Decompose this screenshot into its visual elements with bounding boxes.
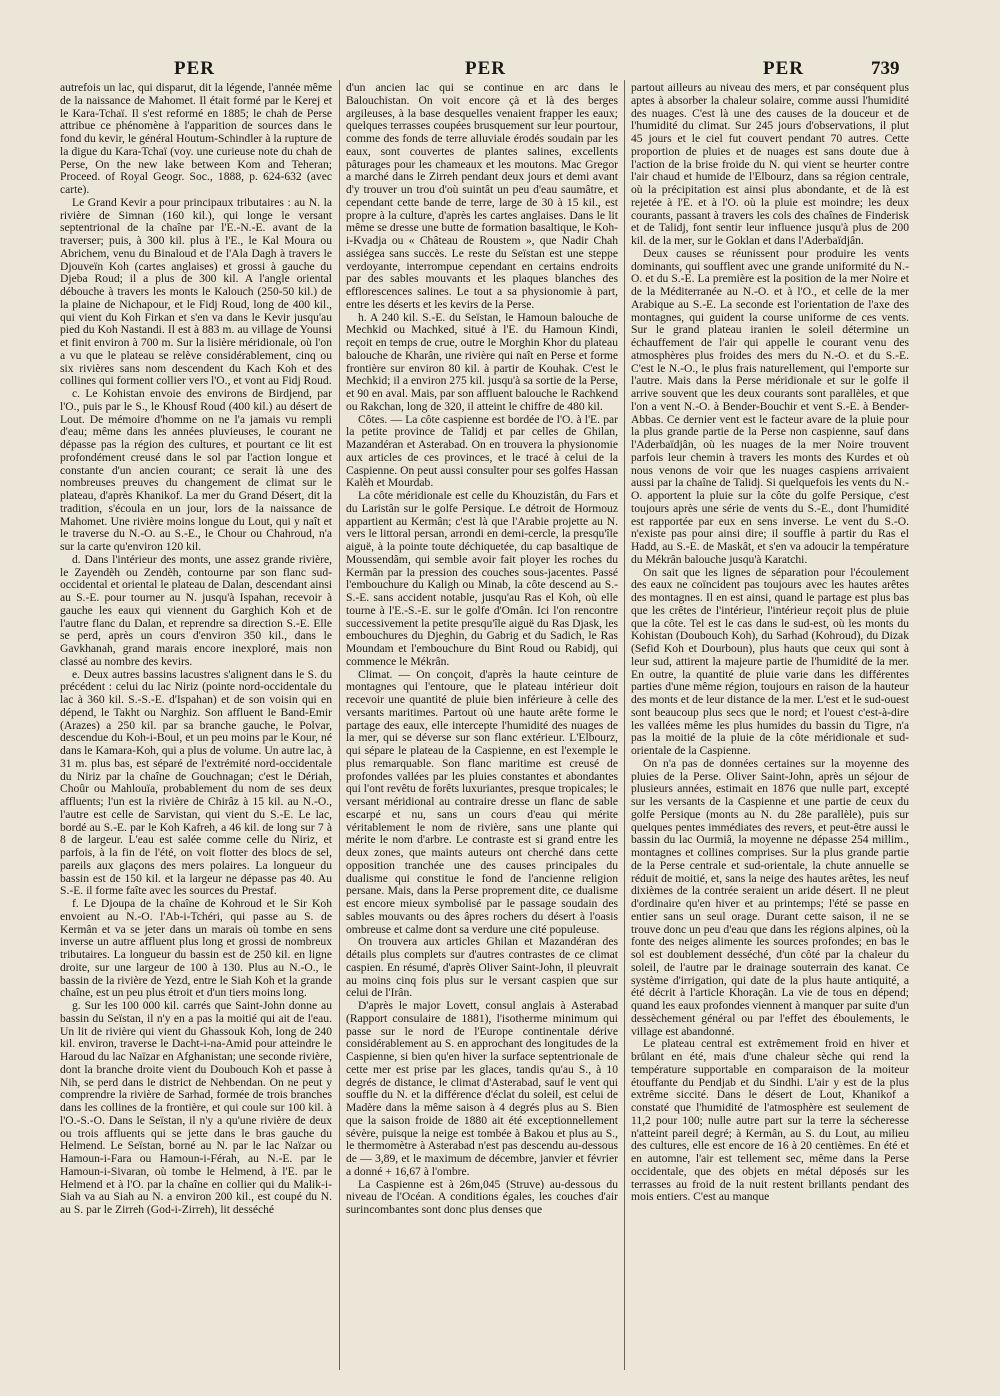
paragraph: partout ailleurs au niveau des mers, et par conséquent plus aptes à absorber la chaleur solaire, comme aussi l'humidité des nuages. C'est là une des causes de la douceur et de l'humidité du climat. Sur 245 jours d'observations, il plut 45 jours et le ciel fut couvert pendant 70 autres. Cette proportion de pluies et de nuages est sans doute due à l'action de la brise froide du N. qui vient se heurter contre l'air chaud et humide de l'Elbourz, dans sa région centrale, où la précipitation est ainsi plus abondante, et de là est rejetée à l'E. et à l'O. où la pluie est moindre; les deux courants, passant à travers les cols des chaînes de Finderisk et de Talidj, font sentir leur influence jusqu'à plus de 200 kil. de la mer, sur le Goklan et dans l'Aderbaïdjân. [631,82,909,247]
header-left-word: PER [174,58,215,79]
text-column-1 [60,82,332,1372]
paragraph: Le plateau central est extrêmement froid en hiver et brûlant en été, mais d'une chaleur sèche qui rend la température supportable en comparaison de la moiteur étouffante du Pendjab et du Sindhi. L'air y est de la plus extrême siccité. Dans le désert de Lout, Khanikof a constaté que l'humidité de l'atmosphère est seulement de 11,2 pour 100; nulle autre part sur la terre la sécheresse n'atteint pareil degré; à Kermân, au S. du Lout, au milieu des cultures, elle est encore de 16 à 20 centièmes. En été et en automne, l'air est tellement sec, même dans la Perse occidentale, que des objets en métal déposés sur les terrasses au froid de la nuit restent brillants pendant des mois entiers. C'est au manque [631,1037,909,1204]
header-right-word: PER [763,58,804,79]
paragraph: On n'a pas de données certaines sur la moyenne des pluies de la Perse. Oliver Saint-John, après un séjour de plusieurs années, estimait en 1876 que nulle part, excepté sur les versants de la Caspienne et une partie de ceux du golfe Persique (monts au N. du 28e parallèle), puis sur quelques pentes immédiates des revers, et peut-être aussi le bassin du lac Ourmiâ, la moyenne ne dépasse 254 millim., montagnes et collines comprises. Sur la plus grande partie de la Perse centrale et sud-orientale, la chute annuelle se réduit de moitié, et, sans la neige des hautes arêtes, les neuf dixièmes de la contrée seraient un aride désert. Il ne pleut d'ordinaire qu'en hiver et au printemps; l'été se passe en entier sans un seul orage. Durant cette saison, il ne se trouve donc un peu d'eau que dans les régions alpines, où la fonte des neiges alimente les sources profondes; en bas le sol est doublement desséché, d'un côté par la chaleur du soleil, de l'autre par le drainage souterrain des kanat. Ce système d'irrigation, qui date de la plus haute antiquité, a été décrit à l'article Khoraçân. La vie de tous en dépend; quand les eaux profondes viennent à manquer par suite d'un dessèchement général ou par l'effet des éboulements, le village est abandonné. [631,756,909,1038]
paragraph: d. Dans l'intérieur des monts, une assez grande rivière, le Zayendèh ou Zendèh, contourne par son flanc sud-occidental et oriental le plateau de Dalan, descendant ainsi au S.-E. pour tourner au N. jusqu'à Ispahan, recevoir à gauche les eaux qui viennent du Garghich Koh et de l'autre flanc du Dalan, et reprendre sa direction S.-E. Elle se perd, après un cours d'environ 350 kil., dans le Gavkhanah, grand marais encore inexploré, mais non classé au nombre des kevirs. [60,552,332,668]
paragraph: g. Sur les 100 000 kil. carrés que Saint-John donne au bassin du Seïstan, il n'y en a pas la moitié qui ait de l'eau. Un lit de rivière qui vient du Ghassouk Koh, long de 240 kil. environ, traverse le Dacht-i-na-Amid pour atteindre le Haroud du lac Naïzar en Afghanistan; une seconde rivière, dont la branche droite vient du Doubouch Koh et passe à Nih, se perd dans le district de Nehbendan. On ne peut y comprendre la rivière de Sarhad, formée de trois branches dans les collines de la frontière, et qui coule sur 100 kil. à l'O.-S.-O. Dans le Seïstan, il n'y a qu'une rivière de deux ou trois affluents qui se jette dans le bras gauche du Helmend. Le Seïstan, borné au N. par le lac Naïzar ou Hamoun-i-Fara ou Hamoun-i-Férah, au N.-E. par le Hamoun-i-Sivaran, où tombe le Helmend, à l'E. par le Helmend et à l'O. par la chaîne en collier qui du Malik-i-Siah va au Siah au N. a environ 200 kil., est coupé du N. au S. par le Zirreh (God-i-Zirreh), lit desséché [60,999,332,1216]
paragraph: La côte méridionale est celle du Khouzistân, du Fars et du Laristân sur le golfe Persique. Le détroit de Hormouz appartient au Kermân; c'est là que l'Arabie projette au N. vers le littoral persan, arrondi en demi-cercle, la presqu'île aiguë, à la pointe toute déchiquetée, du cap basaltique de Moussendâm, qui semble avoir fait ployer les roches du Kermân par la pression des couches sous-jacentes. Passé l'embouchure du Kaligh ou Minab, la côte descend au S.-S.-E. sans accident notable, jusqu'au Ras el Koh, où elle tourne à l'E.-S.-E. sur le golfe d'Omân. Ici l'on rencontre successivement la petite presqu'île aiguë du Ras Djask, les embouchures du Djeghin, du Gabrig et du Sadich, le Ras Moundam et l'embouchure du Bint Roud ou Rabidj, qui commence le Mékrân. [346,489,618,668]
text-column-2 [346,82,618,1372]
paragraph: Côtes. — La côte caspienne est bordée de l'O. à l'E. par la petite province de Talidj et par celles de Ghilan, Mazandéran et Asterabad. On en trouvera la physionomie aux articles de ces provinces, et le tracé à celui de la Caspienne. On peut aussi consulter pour ses golfes Hassan Kalèh et Mourdab. [346,412,618,490]
paragraph: Le Grand Kevir a pour principaux tributaires : au N. la rivière de Simnan (160 kil.), qui longe le versant septentrional de la chaîne par l'E.-N.-E. avant de la traverser; puis, à 300 kil. plus à l'E., le Kal Moura ou Abrichem, venu du Binaloud et de l'Ala Dagh à travers le Djouveïn Koh (cartes anglaises) et grossi à gauche du Djeba Roud; il a plus de 300 kil. A l'angle oriental débouche à travers les monts le Kalouch (250-50 kil.) de la plaine de Nichapour, et le Fidj Roud, long de 400 kil., qui vient du Koh Firkan et s'en va dans le Kevir jusqu'au pied du Koh Nastandi. Il est à 883 m. au village de Younsi et finit environ à 700 m. Sur la lisière méridionale, où l'on a vu que le plateau se relève considérablement, cinq ou six rivières sans nom descendent du Kach Koh et des collines qui forment collier vers l'O., et vont au Fidj Roud. [60,195,332,388]
column-divider [624,80,625,1370]
header-center-word: PER [465,58,506,79]
paragraph: Deux causes se réunissent pour produire les vents dominants, qui soufflent avec une grande uniformité du N.-O. et du S.-E. La première est la position de la mer Noire et de la Méditerranée au N.-O. et à l'O., et celle de la mer Arabique au S.-E. La seconde est l'orientation de l'axe des montagnes, qui guident la course uniforme de ces vents. Sur le grand plateau iranien le soleil détermine un échauffement de l'air qui appelle le courant venu des atmosphères plus froides des mers du N.-O. et du S.-E. C'est le N.-O., le plus frais naturellement, qui l'emporte sur l'autre. Mais dans la Perse méridionale et sur le golfe il arrive souvent que les deux courants sont parallèles, et que l'on a vent N.-O. à Bender-Bouchir et vent S.-E. à Bender-Abbas. Ce dernier vent est le facteur avare de la pluie pour la plus grande partie de la Perse non caspienne, sauf dans l'Aderbaïdjân, où les nuages de la mer Noire trouvent parfois leur chemin à travers les monts des Kurdes et où nous venons de voir que les nuages caspiens arrivaient aussi par la chaîne de Talidj. Si quelquefois les vents du N.-O. apportent la pluie sur la côte du golfe Persique, c'est toujours après une série de vents du S.-E., dont l'humidité est rapportée par eux en sens inverse. Le vent du S.-O. n'existe pas pour ainsi dire; il souffle à partir du Ras el Hadd, au S.-E. de Maskât, et s'en va adoucir la température du Mékrân balouche jusqu'à Karatchi. [631,246,909,566]
paragraph: c. Le Kohistan envoie des environs de Birdjend, par l'O., puis par le S., le Khousf Roud (400 kil.) au désert de Lout. De mémoire d'homme on ne l'a jamais vu rempli d'eau; même dans les années pluvieuses, le courant ne dépasse pas la région des cultures, et pourtant ce lit est profondément creusé dans le sol par l'action longue et constante d'un ancien courant; ce serait là une des nombreuses preuves du changement de climat sur le plateau, d'après Khanikof. La mer du Grand Désert, dit la tradition, s'écoula en un jour, lors de la naissance de Mahomet. Une rivière moins longue du Lout, qui y naît et le traverse du N.-O. au S.-E., le Chour ou Chahroud, n'a sur la carte qu'environ 120 kil. [60,387,332,553]
paragraph: On trouvera aux articles Ghilan et Mazandéran des détails plus complets sur d'autres contrastes de ce climat caspien. En résumé, d'après Oliver Saint-John, il pleuvrait au moins cinq fois plus sur le versant caspien que sur celui de l'Irân. [346,935,618,1000]
paragraph: d'un ancien lac qui se continue en arc dans le Balouchistan. On voit encore çà et là des berges argileuses, à la base desquelles venaient frapper les eaux; quelques terrasses coupées brusquement sur leur pourtour, comme des fonds de terre alluviale érodés soudain par les eaux, sont couvertes de plantes salines, excellents pâturages pour les chameaux et les moutons. Mac Gregor a marché dans le Zirreh pendant deux jours et demi avant d'y trouver un trou d'où suintât un peu d'eau saumâtre, et cependant cette bande de terre, large de 30 à 15 kil., est propre à la culture, d'après les cartes anglaises. Dans le lit même se dresse une butte de formation basaltique, le Koh-i-Kvadja ou « Château de Roustem », que Nadir Chah assiégea sans succès. Le reste du Seïstan est une steppe verdoyante, interrompue cependant en certains endroits par des sables mouvants et les plaques blanches des efflorescences salines. Le tout a sa physionomie à part, entre les déserts et les kevirs de la Perse. [346,82,618,311]
paragraph: La Caspienne est à 26m,045 (Struve) au-dessous du niveau de l'Océan. A conditions égales, les couches d'air surincombantes sont donc plus denses que [346,1177,618,1216]
paragraph: Climat. — On conçoit, d'après la haute ceinture de montagnes qui l'entoure, que le plateau intérieur doit recevoir une quantité de pluie bien inférieure à celle des versants maritimes. Partout où une haute arête forme le partage des eaux, elle intercepte l'humidité des nuages de la mer, qui se déverse sur son flanc extérieur. L'Elbourz, qui sépare le plateau de la Caspienne, en est l'exemple le plus remarquable. Son flanc maritime est creusé de profondes vallées par les pluies constantes et abondantes qui l'ont revêtu de forêts luxuriantes, presque tropicales; le versant méridional au contraire dresse un flanc de sable escarpé et nu, sans un cours d'eau qui mérite véritablement le nom de rivière, sans une plante qui mérite le nom d'arbre. Le contraste est si grand entre les deux zones, que maints auteurs ont cherché dans cette opposition tranchée une des causes principales du dualisme qui constitue le fond de l'ancienne religion persane. Mais, dans la Perse proprement dite, ce dualisme est encore mieux symbolisé par le passage soudain des sables mouvants ou des âpres rochers du désert à l'oasis ombreuse et calme dont sa verdure une cité populeuse. [346,667,618,936]
paragraph: f. Le Djoupa de la chaîne de Kohroud et le Sir Koh envoient au N.-O. l'Ab-i-Tchéri, qui passe au S. de Kermân et va se jeter dans un marais où tombe en sens inverse un autre affluent plus long et grossi de nombreux tributaires. La longueur du bassin est de 250 kil. en ligne droite, sur une largeur de 100 à 130. Plus au N.-O., le bassin de la rivière de Yezd, entre le Siah Koh et la grande chaîne, est un peu plus étroit et d'un tiers moins long. [60,897,332,1000]
paragraph: D'après le major Lovett, consul anglais à Asterabad (Rapport consulaire de 1881), l'isotherme minimum qui passe sur le nord de l'Europe continentale dérive considérablement au S. en approchant des longitudes de la Caspienne, si bien qu'en hiver la surface septentrionale de cette mer est prise par les glaces, tandis qu'au S., à 10 degrés de distance, le climat d'Asterabad, sauf le vent qui souffle du N. et la différence d'éclat du soleil, est celui de Madère dans la même saison à 4 degrés plus au S. Bien que la saison froide de 1880 ait été exceptionnellement sévère, puisque la neige est tombée à Bakou et plus au S., le thermomètre à Asterabad n'est pas descendu au-dessous de — 3,89, et le maximum de décembre, janvier et février a donné + 16,67 à l'ombre. [346,999,618,1178]
paragraph: h. A 240 kil. S.-E. du Seïstan, le Hamoun balouche de Mechkid ou Machked, situé à l'E. du Hamoun Kindi, reçoit en temps de crue, outre le Morghin Khor du plateau balouche de Kharân, une rivière qui naît en Perse et forme frontière sur environ 80 kil. à partir de Kouhak. C'est le Mechkid; il a environ 275 kil. jusqu'à sa sortie de la Perse, et 90 en aval. Mais, par son affluent balouche le Rachkend ou Rakchan, long de 320, il atteint le chiffre de 480 kil. [346,310,618,413]
paragraph: autrefois un lac, qui disparut, dit la légende, l'année même de la naissance de Mahomet. Il était formé par le Kerej et le Kara-Tchaï. Il s'est reformé en 1885; le chah de Perse attribue ce phénomène à l'apparition de sources dans le fond du kevir, le général Houtum-Schindler à la rupture de la digue du Kara-Tchaï (voy. une curieuse note du chah de Perse, On the new lake between Kom and Teheran; Proceed. of Royal Geogr. Soc., 1888, p. 624-632 (avec carte). [60,82,332,196]
paragraph: On sait que les lignes de séparation pour l'écoulement des eaux ne coïncident pas toujours avec les hautes arêtes des montagnes. Il en est ainsi, quand le partage est plus bas que les crêtes de l'intérieur, l'intérieur reçoit plus de pluie que la côte. Tel est le cas dans le sud-est, où les monts du Kohistan (Doubouch Koh), du Sarhad (Kohroud), du Dizak (Sefid Koh et Dourboun), plus hauts que ceux qui sont à leur sud, attirent la majeure partie de l'humidité de la mer. En outre, la quantité de pluie varie dans les différentes parties d'une même région, toujours en raison de la hauteur des monts et de leur distance de la mer. L'est et le sud-ouest sont beaucoup plus secs que le nord; et l'ouest c'est-à-dire les vallées même les plus humides du bassin du Tigre, n'a pas la moitié de la pluie de la côte méridionale et sud-orientale de la Caspienne. [631,565,909,757]
column-divider [339,80,340,1370]
text-column-3 [631,82,909,1372]
page-number: 739 [871,58,900,79]
paragraph: e. Deux autres bassins lacustres s'alignent dans le S. du précédent : celui du lac Niriz (pointe nord-occidentale du lac à 360 kil. S.-S.-E. d'Ispahan) et de son voisin qui en dépend, le Takht ou Narghiz. Son affluent le Band-Emir (Arazes) a 250 kil. par sa branche gauche, le Polvar, descendue du Koh-i-Boul, et un peu moins par le Kour, né dans le Kamara-Koh, qui a plus de volume. Un autre lac, à 31 m. plus bas, est séparé de l'extrémité nord-occidentale du Niriz par la chaîne de Gouchnagan; c'est le Dériah, Choûr ou Mahlouïa, probablement du nom de ses deux affluents; l'un est la rivière de Chirâz à 15 kil. au N.-O., l'autre est celle de Sarvistan, qui vient du S.-E. Le lac, bordé au S.-E. par le Koh Kafreh, a 46 kil. de long sur 7 à 8 de largeur. L'eau est salée comme celle du Niriz, et parfois, à la fin de l'été, on voit flotter des blocs de sel, pareils aux glaçons des mers polaires. La longueur du bassin est de 150 kil. et la largeur ne dépasse pas 40. Au S.-E. il forme faîte avec les sources du Prestaf. [60,667,332,898]
